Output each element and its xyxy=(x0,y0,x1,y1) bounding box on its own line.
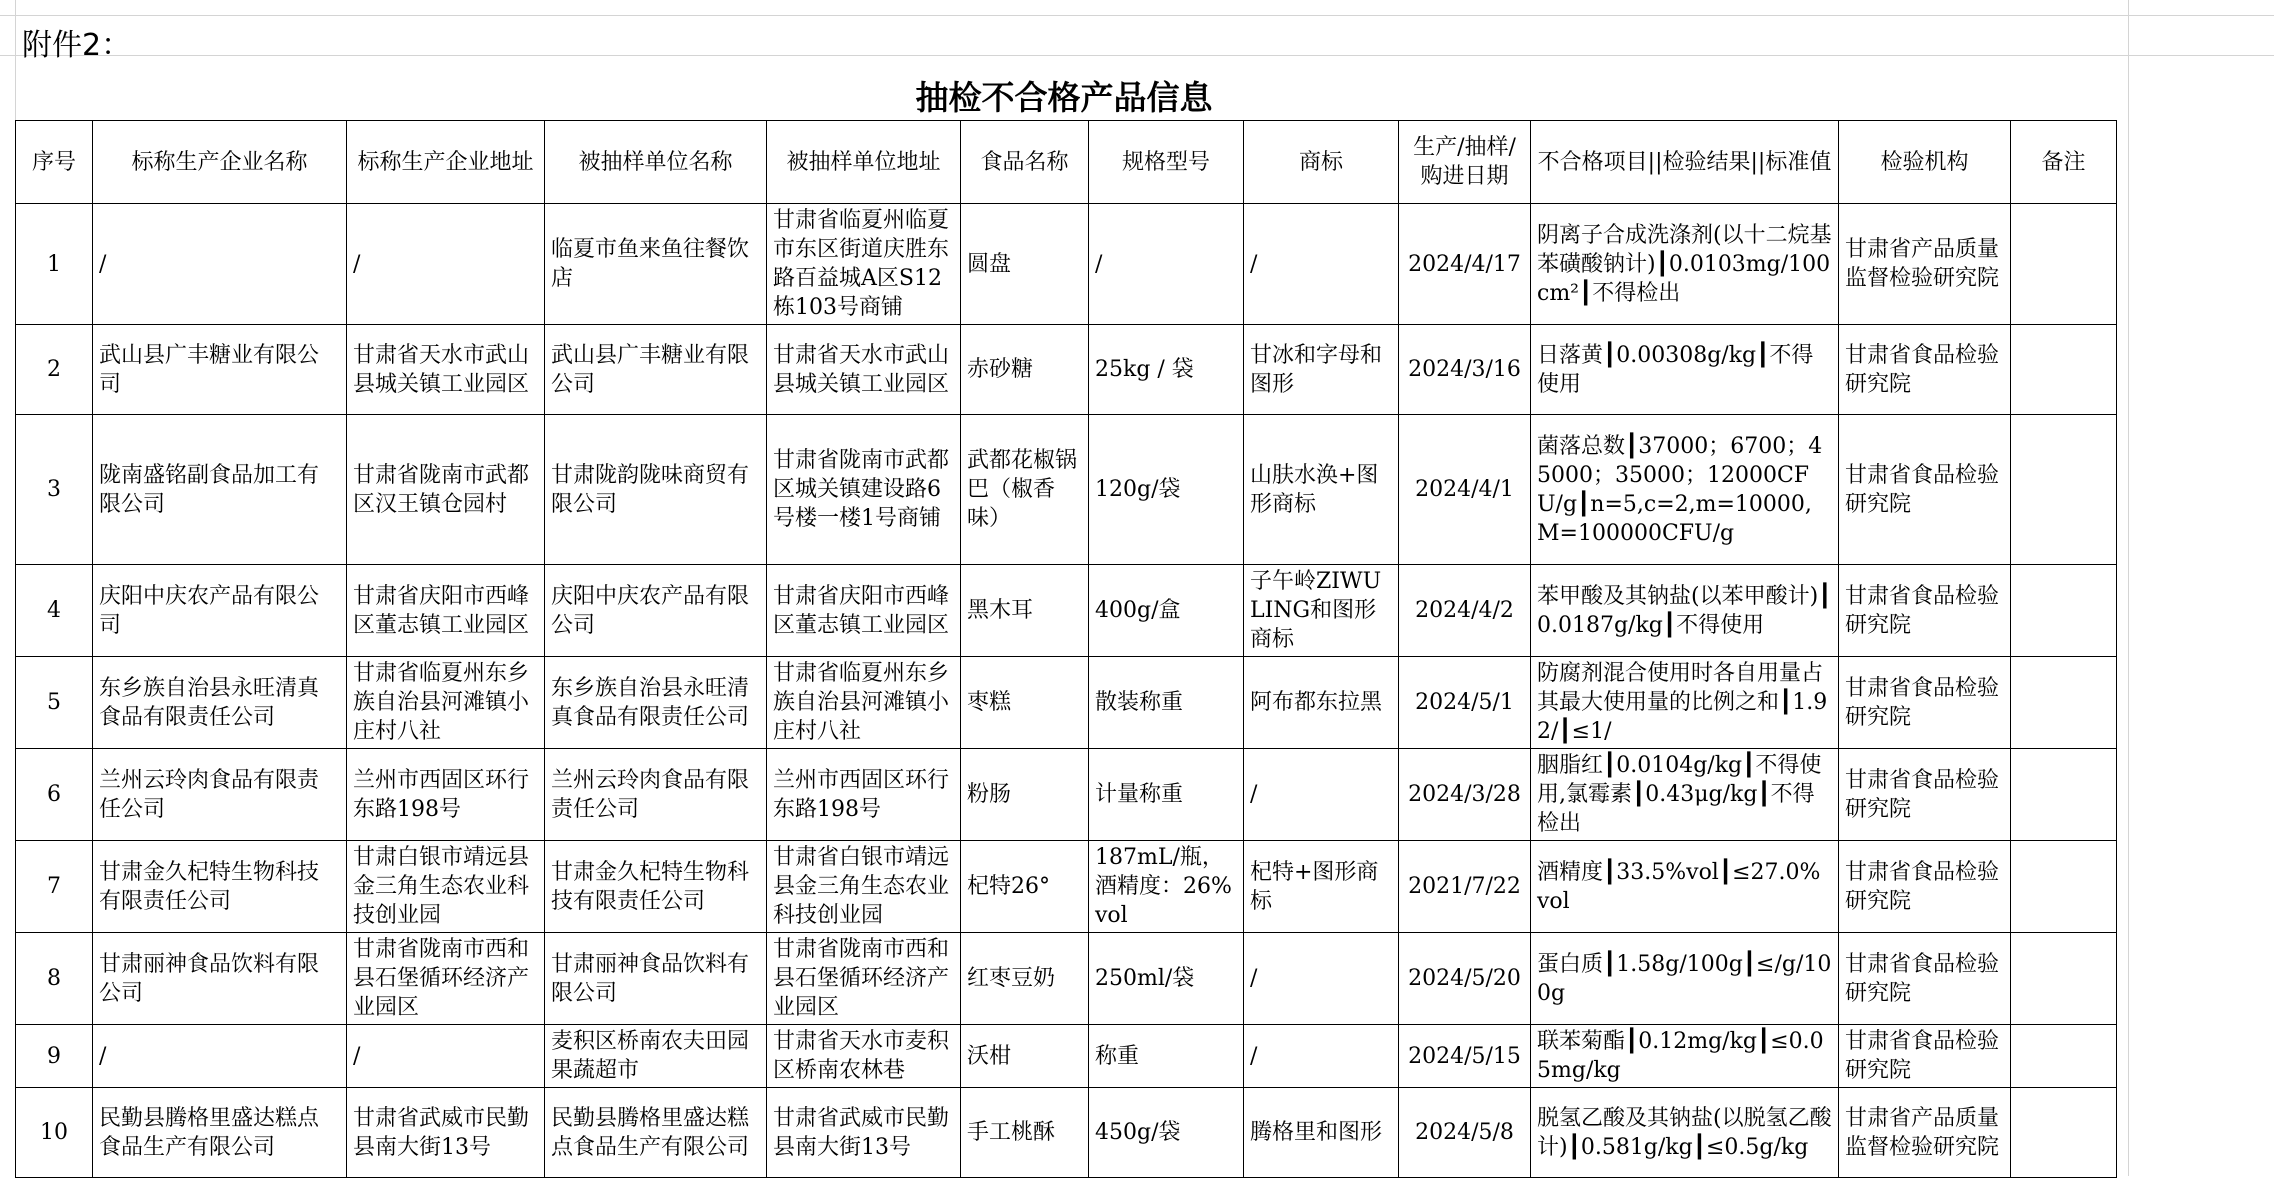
cell-trademark: / xyxy=(1244,933,1399,1025)
cell-date: 2024/4/1 xyxy=(1399,415,1531,565)
cell-producer-name: 武山县广丰糖业有限公司 xyxy=(93,325,347,415)
cell-sampled-unit-address: 甘肃省天水市麦积区桥南农林巷 xyxy=(767,1025,961,1088)
cell-producer-address: 甘肃省陇南市武都区汉王镇仓园村 xyxy=(347,415,545,565)
cell-specification: 计量称重 xyxy=(1089,749,1244,841)
cell-producer-address: 甘肃省陇南市西和县石堡循环经济产业园区 xyxy=(347,933,545,1025)
cell-producer-name: 庆阳中庆农产品有限公司 xyxy=(93,565,347,657)
cell-index: 10 xyxy=(16,1088,93,1178)
cell-food-name: 圆盘 xyxy=(961,204,1089,325)
cell-specification: 120g/袋 xyxy=(1089,415,1244,565)
cell-sampled-unit-address: 兰州市西固区环行东路198号 xyxy=(767,749,961,841)
cell-sampled-unit-name: 民勤县腾格里盛达糕点食品生产有限公司 xyxy=(545,1088,767,1178)
cell-food-name: 沃柑 xyxy=(961,1025,1089,1088)
column-header-food-name: 食品名称 xyxy=(961,121,1089,204)
cell-remarks xyxy=(2011,933,2117,1025)
cell-sampled-unit-address: 甘肃省陇南市西和县石堡循环经济产业园区 xyxy=(767,933,961,1025)
column-header-producer-name: 标称生产企业名称 xyxy=(93,121,347,204)
cell-failed-items: 日落黄┃0.00308g/kg┃不得使用 xyxy=(1531,325,1839,415)
cell-food-name: 黑木耳 xyxy=(961,565,1089,657)
cell-date: 2024/4/2 xyxy=(1399,565,1531,657)
cell-trademark: / xyxy=(1244,1025,1399,1088)
column-header-specification: 规格型号 xyxy=(1089,121,1244,204)
cell-producer-address: 甘肃省庆阳市西峰区董志镇工业园区 xyxy=(347,565,545,657)
cell-sampled-unit-name: 兰州云玲肉食品有限责任公司 xyxy=(545,749,767,841)
cell-inspection-agency: 甘肃省食品检验研究院 xyxy=(1839,749,2011,841)
cell-producer-name: / xyxy=(93,204,347,325)
table-row xyxy=(16,415,2117,565)
cell-producer-address: / xyxy=(347,1025,545,1088)
cell-specification: 称重 xyxy=(1089,1025,1244,1088)
cell-remarks xyxy=(2011,325,2117,415)
cell-specification: 250ml/袋 xyxy=(1089,933,1244,1025)
cell-sampled-unit-name: 武山县广丰糖业有限公司 xyxy=(545,325,767,415)
column-header-inspection-agency: 检验机构 xyxy=(1839,121,2011,204)
cell-date: 2024/3/16 xyxy=(1399,325,1531,415)
sheet-gridline xyxy=(2128,0,2129,1176)
cell-producer-name: 甘肃丽神食品饮料有限公司 xyxy=(93,933,347,1025)
cell-trademark: 甘冰和字母和图形 xyxy=(1244,325,1399,415)
cell-producer-name: / xyxy=(93,1025,347,1088)
cell-producer-name: 东乡族自治县永旺清真食品有限责任公司 xyxy=(93,657,347,749)
cell-sampled-unit-address: 甘肃省临夏州东乡族自治县河滩镇小庄村八社 xyxy=(767,657,961,749)
cell-producer-address: 兰州市西固区环行东路198号 xyxy=(347,749,545,841)
cell-remarks xyxy=(2011,749,2117,841)
cell-sampled-unit-address: 甘肃省武威市民勤县南大街13号 xyxy=(767,1088,961,1178)
cell-food-name: 红枣豆奶 xyxy=(961,933,1089,1025)
cell-inspection-agency: 甘肃省食品检验研究院 xyxy=(1839,415,2011,565)
cell-producer-name: 陇南盛铭副食品加工有限公司 xyxy=(93,415,347,565)
cell-food-name: 手工桃酥 xyxy=(961,1088,1089,1178)
cell-producer-name: 甘肃金久杞特生物科技有限责任公司 xyxy=(93,841,347,933)
table-row xyxy=(16,841,2117,933)
cell-sampled-unit-address: 甘肃省天水市武山县城关镇工业园区 xyxy=(767,325,961,415)
cell-failed-items: 阴离子合成洗涤剂(以十二烷基苯磺酸钠计)┃0.0103mg/100cm²┃不得检出 xyxy=(1531,204,1839,325)
table-row xyxy=(16,933,2117,1025)
column-header-remarks: 备注 xyxy=(2011,121,2117,204)
cell-sampled-unit-address: 甘肃省白银市靖远县金三角生态农业科技创业园 xyxy=(767,841,961,933)
cell-inspection-agency: 甘肃省食品检验研究院 xyxy=(1839,841,2011,933)
cell-inspection-agency: 甘肃省食品检验研究院 xyxy=(1839,657,2011,749)
cell-inspection-agency: 甘肃省食品检验研究院 xyxy=(1839,933,2011,1025)
cell-producer-address: 甘肃省天水市武山县城关镇工业园区 xyxy=(347,325,545,415)
cell-specification: 散装称重 xyxy=(1089,657,1244,749)
cell-trademark: 腾格里和图形 xyxy=(1244,1088,1399,1178)
cell-inspection-agency: 甘肃省食品检验研究院 xyxy=(1839,325,2011,415)
table-row xyxy=(16,1025,2117,1088)
cell-specification: 187mL/瓶，酒精度：26%vol xyxy=(1089,841,1244,933)
cell-failed-items: 胭脂红┃0.0104g/kg┃不得使用,氯霉素┃0.43μg/kg┃不得检出 xyxy=(1531,749,1839,841)
cell-index: 4 xyxy=(16,565,93,657)
cell-failed-items: 蛋白质┃1.58g/100g┃≤/g/100g xyxy=(1531,933,1839,1025)
cell-trademark: 子午岭ZIWULING和图形商标 xyxy=(1244,565,1399,657)
cell-date: 2021/7/22 xyxy=(1399,841,1531,933)
cell-food-name: 武都花椒锅巴（椒香味） xyxy=(961,415,1089,565)
cell-index: 3 xyxy=(16,415,93,565)
column-header-sampled-unit-name: 被抽样单位名称 xyxy=(545,121,767,204)
table-row xyxy=(16,1088,2117,1178)
cell-date: 2024/3/28 xyxy=(1399,749,1531,841)
cell-trademark: / xyxy=(1244,749,1399,841)
cell-sampled-unit-address: 甘肃省陇南市武都区城关镇建设路6号楼一楼1号商铺 xyxy=(767,415,961,565)
cell-specification: 25kg / 袋 xyxy=(1089,325,1244,415)
cell-producer-address: / xyxy=(347,204,545,325)
cell-inspection-agency: 甘肃省食品检验研究院 xyxy=(1839,565,2011,657)
table-row xyxy=(16,749,2117,841)
cell-sampled-unit-name: 临夏市鱼来鱼往餐饮店 xyxy=(545,204,767,325)
cell-sampled-unit-name: 甘肃丽神食品饮料有限公司 xyxy=(545,933,767,1025)
cell-failed-items: 菌落总数┃37000；6700；45000；35000；12000CFU/g┃n=5,c=2,m=10000,M=100000CFU/g xyxy=(1531,415,1839,565)
cell-failed-items: 苯甲酸及其钠盐(以苯甲酸计)┃0.0187g/kg┃不得使用 xyxy=(1531,565,1839,657)
cell-failed-items: 脱氢乙酸及其钠盐(以脱氢乙酸计)┃0.581g/kg┃≤0.5g/kg xyxy=(1531,1088,1839,1178)
cell-failed-items: 防腐剂混合使用时各自用量占其最大使用量的比例之和┃1.92/┃≤1/ xyxy=(1531,657,1839,749)
sheet-gridline xyxy=(0,15,2274,16)
cell-specification: 450g/袋 xyxy=(1089,1088,1244,1178)
cell-sampled-unit-name: 甘肃金久杞特生物科技有限责任公司 xyxy=(545,841,767,933)
cell-producer-name: 兰州云玲肉食品有限责任公司 xyxy=(93,749,347,841)
column-header-failed-items: 不合格项目||检验结果||标准值 xyxy=(1531,121,1839,204)
cell-failed-items: 联苯菊酯┃0.12mg/kg┃≤0.05mg/kg xyxy=(1531,1025,1839,1088)
column-header-index: 序号 xyxy=(16,121,93,204)
cell-date: 2024/5/15 xyxy=(1399,1025,1531,1088)
column-header-trademark: 商标 xyxy=(1244,121,1399,204)
cell-index: 8 xyxy=(16,933,93,1025)
cell-index: 2 xyxy=(16,325,93,415)
table-row xyxy=(16,204,2117,325)
cell-date: 2024/5/1 xyxy=(1399,657,1531,749)
cell-date: 2024/5/20 xyxy=(1399,933,1531,1025)
cell-trademark: 杞特+图形商标 xyxy=(1244,841,1399,933)
cell-food-name: 杞特26° xyxy=(961,841,1089,933)
cell-remarks xyxy=(2011,565,2117,657)
cell-index: 1 xyxy=(16,204,93,325)
cell-index: 9 xyxy=(16,1025,93,1088)
cell-food-name: 枣糕 xyxy=(961,657,1089,749)
cell-inspection-agency: 甘肃省食品检验研究院 xyxy=(1839,1025,2011,1088)
cell-producer-address: 甘肃白银市靖远县金三角生态农业科技创业园 xyxy=(347,841,545,933)
column-header-sampled-unit-address: 被抽样单位地址 xyxy=(767,121,961,204)
cell-trademark: / xyxy=(1244,204,1399,325)
cell-remarks xyxy=(2011,1088,2117,1178)
page-title: 抽检不合格产品信息 xyxy=(915,78,1213,117)
cell-sampled-unit-name: 东乡族自治县永旺清真食品有限责任公司 xyxy=(545,657,767,749)
cell-index: 7 xyxy=(16,841,93,933)
cell-trademark: 阿布都东拉黑 xyxy=(1244,657,1399,749)
cell-producer-address: 甘肃省武威市民勤县南大街13号 xyxy=(347,1088,545,1178)
cell-remarks xyxy=(2011,415,2117,565)
cell-index: 5 xyxy=(16,657,93,749)
column-header-producer-address: 标称生产企业地址 xyxy=(347,121,545,204)
cell-food-name: 赤砂糖 xyxy=(961,325,1089,415)
table-row xyxy=(16,657,2117,749)
cell-inspection-agency: 甘肃省产品质量监督检验研究院 xyxy=(1839,204,2011,325)
results-table xyxy=(15,120,2117,1178)
cell-remarks xyxy=(2011,204,2117,325)
cell-index: 6 xyxy=(16,749,93,841)
table-row xyxy=(16,565,2117,657)
cell-food-name: 粉肠 xyxy=(961,749,1089,841)
cell-specification: 400g/盒 xyxy=(1089,565,1244,657)
table-header-row xyxy=(16,121,2117,204)
table-row xyxy=(16,325,2117,415)
cell-inspection-agency: 甘肃省产品质量监督检验研究院 xyxy=(1839,1088,2011,1178)
cell-producer-address: 甘肃省临夏州东乡族自治县河滩镇小庄村八社 xyxy=(347,657,545,749)
cell-failed-items: 酒精度┃33.5%vol┃≤27.0%vol xyxy=(1531,841,1839,933)
cell-sampled-unit-name: 甘肃陇韵陇味商贸有限公司 xyxy=(545,415,767,565)
cell-remarks xyxy=(2011,841,2117,933)
sheet-gridline xyxy=(0,55,2274,56)
cell-producer-name: 民勤县腾格里盛达糕点食品生产有限公司 xyxy=(93,1088,347,1178)
cell-sampled-unit-name: 庆阳中庆农产品有限公司 xyxy=(545,565,767,657)
cell-sampled-unit-name: 麦积区桥南农夫田园果蔬超市 xyxy=(545,1025,767,1088)
cell-date: 2024/5/8 xyxy=(1399,1088,1531,1178)
cell-remarks xyxy=(2011,1025,2117,1088)
column-header-date: 生产/抽样/购进日期 xyxy=(1399,121,1531,204)
cell-trademark: 山肤水涣+图形商标 xyxy=(1244,415,1399,565)
cell-remarks xyxy=(2011,657,2117,749)
cell-date: 2024/4/17 xyxy=(1399,204,1531,325)
cell-sampled-unit-address: 甘肃省临夏州临夏市东区街道庆胜东路百益城A区S12栋103号商铺 xyxy=(767,204,961,325)
cell-specification: / xyxy=(1089,204,1244,325)
cell-sampled-unit-address: 甘肃省庆阳市西峰区董志镇工业园区 xyxy=(767,565,961,657)
attachment-label: 附件2： xyxy=(22,28,132,63)
